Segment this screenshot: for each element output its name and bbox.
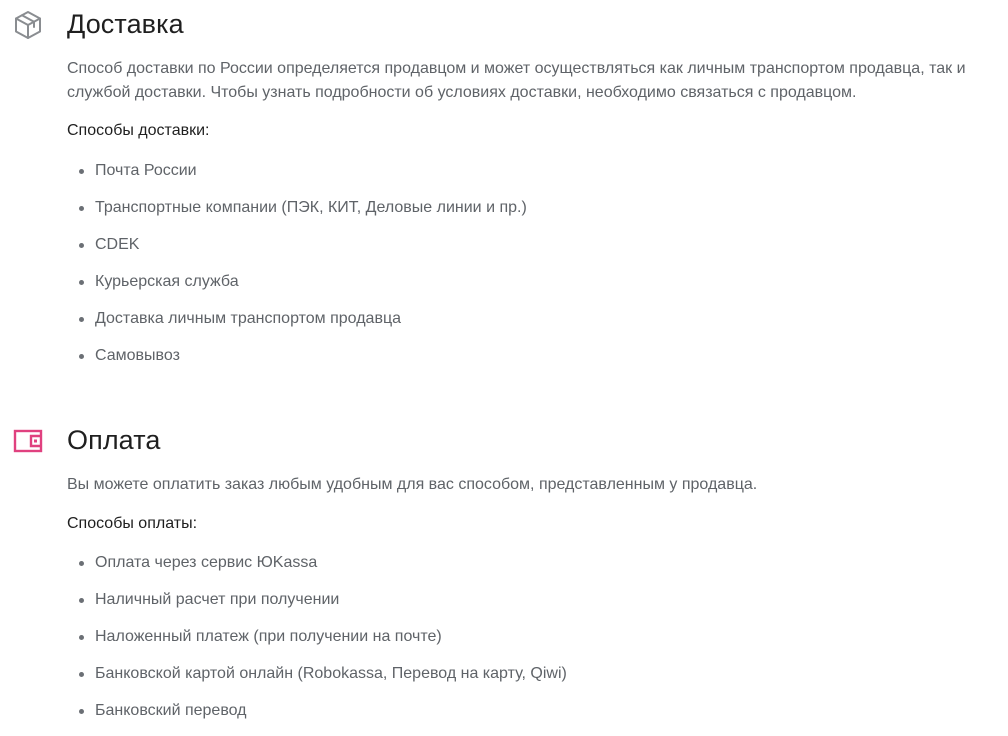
list-item: Доставка личным транспортом продавца <box>67 307 527 344</box>
delivery-subtitle: Способы доставки: <box>67 122 210 139</box>
list-item: CDEK <box>67 233 527 270</box>
box-icon <box>12 9 44 41</box>
list-item: Оплата через сервис ЮKassa <box>67 551 567 588</box>
payment-description: Вы можете оплатить заказ любым удобным для вас способом, представленным у продавца. <box>67 476 758 493</box>
delivery-methods-list <box>67 159 527 381</box>
list-item: Курьерская служба <box>67 270 527 307</box>
list-item: Транспортные компании (ПЭК, КИТ, Деловые линии и пр.) <box>67 196 527 233</box>
delivery-title: Доставка <box>67 9 184 39</box>
list-item: Наложенный платеж (при получении на почте) <box>67 625 567 662</box>
list-item: Банковской картой онлайн (Robokassa, Перевод на карту, Qiwi) <box>67 662 567 699</box>
wallet-icon <box>12 425 44 457</box>
list-item: Самовывоз <box>67 344 527 381</box>
payment-methods-list <box>67 551 567 736</box>
delivery-description: Способ доставки по России определяется продавцом и может осуществляться как личным транспортом продавца, так и службой доставки. Чтобы узнать подробности об условиях доставки, необходимо связаться с продавцом. <box>67 60 966 101</box>
payment-subtitle: Способы оплаты: <box>67 515 198 532</box>
list-item: Наличный расчет при получении <box>67 588 567 625</box>
list-item: Почта России <box>67 159 527 196</box>
list-item: Банковский перевод <box>67 699 567 736</box>
payment-title: Оплата <box>67 425 161 455</box>
